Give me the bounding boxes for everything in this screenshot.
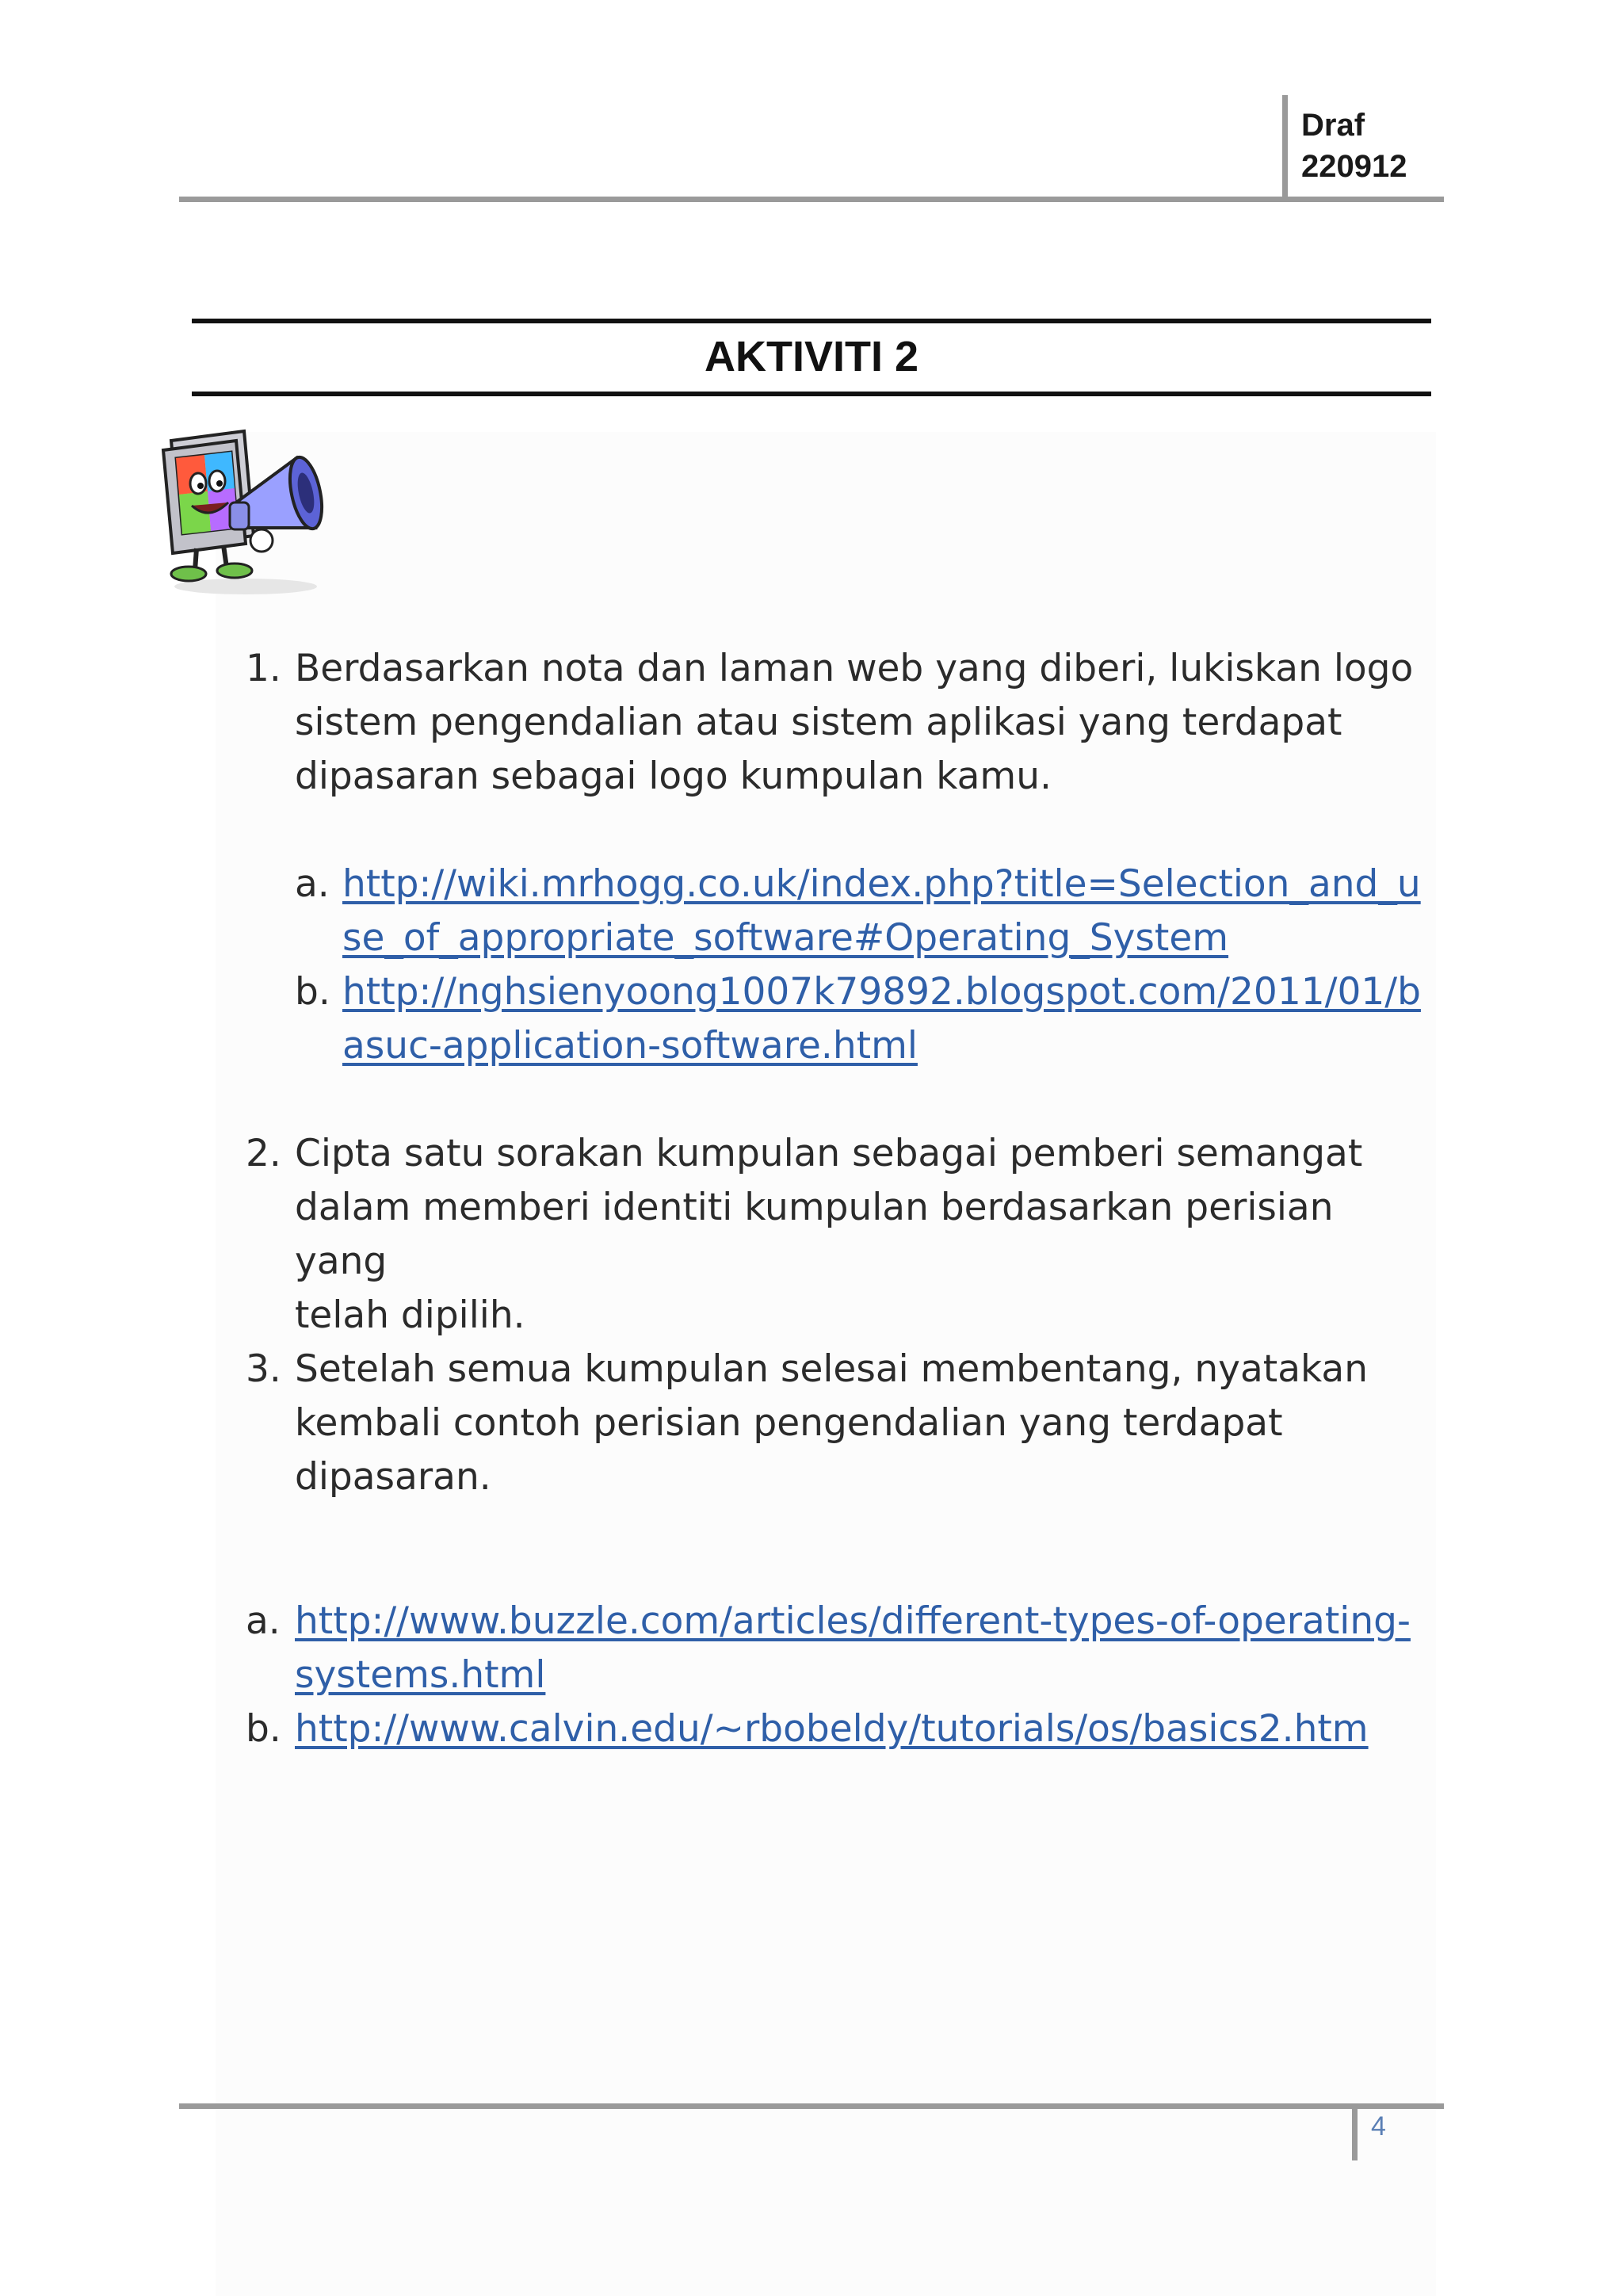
text-line: Cipta satu sorakan kumpulan sebagai pemberi semangat (295, 1132, 1363, 1175)
link-calvin[interactable] (295, 1702, 1436, 1756)
draft-stamp (1301, 105, 1407, 187)
page-title: AKTIVITI 2 (704, 333, 919, 380)
link-line[interactable]: http://www.calvin.edu/~rbobeldy/tutorials/os/basics2.htm (295, 1707, 1369, 1751)
title-rule-bottom (192, 392, 1431, 396)
item-1-text (295, 642, 1436, 804)
text-line: Berdasarkan nota dan laman web yang diberi, lukiskan logo (295, 647, 1414, 690)
link-letter: a. (295, 862, 330, 906)
footer-vertical-rule (1352, 2103, 1358, 2160)
link-nghsienyoong[interactable] (342, 965, 1436, 1073)
text-line: dipasaran sebagai logo kumpulan kamu. (295, 755, 1052, 798)
item-number: 3. (246, 1347, 281, 1391)
draft-code: 220912 (1301, 149, 1407, 184)
item-number: 2. (246, 1132, 281, 1175)
header-vertical-rule (1282, 95, 1288, 202)
draft-label: Draf (1301, 108, 1365, 143)
link-mrhogg[interactable] (342, 858, 1436, 965)
link-buzzle[interactable] (295, 1595, 1436, 1702)
link-line[interactable]: http://www.buzzle.com/articles/different-types-of-operating- (295, 1599, 1411, 1643)
text-line: Setelah semua kumpulan selesai membentang, nyatakan (295, 1347, 1368, 1391)
link-letter: b. (295, 970, 330, 1014)
text-line: kembali contoh perisian pengendalian yang terdapat (295, 1401, 1283, 1445)
megaphone-computer-mascot-icon (157, 409, 341, 596)
link-letter: a. (246, 1599, 281, 1643)
link-line[interactable]: http://nghsienyoong1007k79892.blogspot.com/2011/01/b (342, 970, 1421, 1014)
header-rule (179, 197, 1444, 202)
title-rule-top (192, 319, 1431, 323)
link-line[interactable]: asuc-application-software.html (342, 1024, 918, 1068)
text-line: dalam memberi identiti kumpulan berdasarkan perisian yang (295, 1186, 1334, 1283)
text-line: sistem pengendalian atau sistem aplikasi yang terdapat (295, 701, 1342, 744)
link-line[interactable]: http://wiki.mrhogg.co.uk/index.php?title=Selection_and_u (342, 862, 1421, 906)
text-line: dipasaran. (295, 1455, 491, 1499)
page-number: 4 (1371, 2111, 1386, 2141)
footer-rule (179, 2103, 1444, 2109)
link-line[interactable]: se_of_appropriate_software#Operating_System (342, 916, 1229, 960)
link-line[interactable]: systems.html (295, 1653, 546, 1697)
item-3-text (295, 1343, 1436, 1504)
text-line: telah dipilih. (295, 1293, 525, 1337)
item-2-text (295, 1127, 1436, 1343)
link-letter: b. (246, 1707, 281, 1751)
item-number: 1. (246, 647, 281, 690)
